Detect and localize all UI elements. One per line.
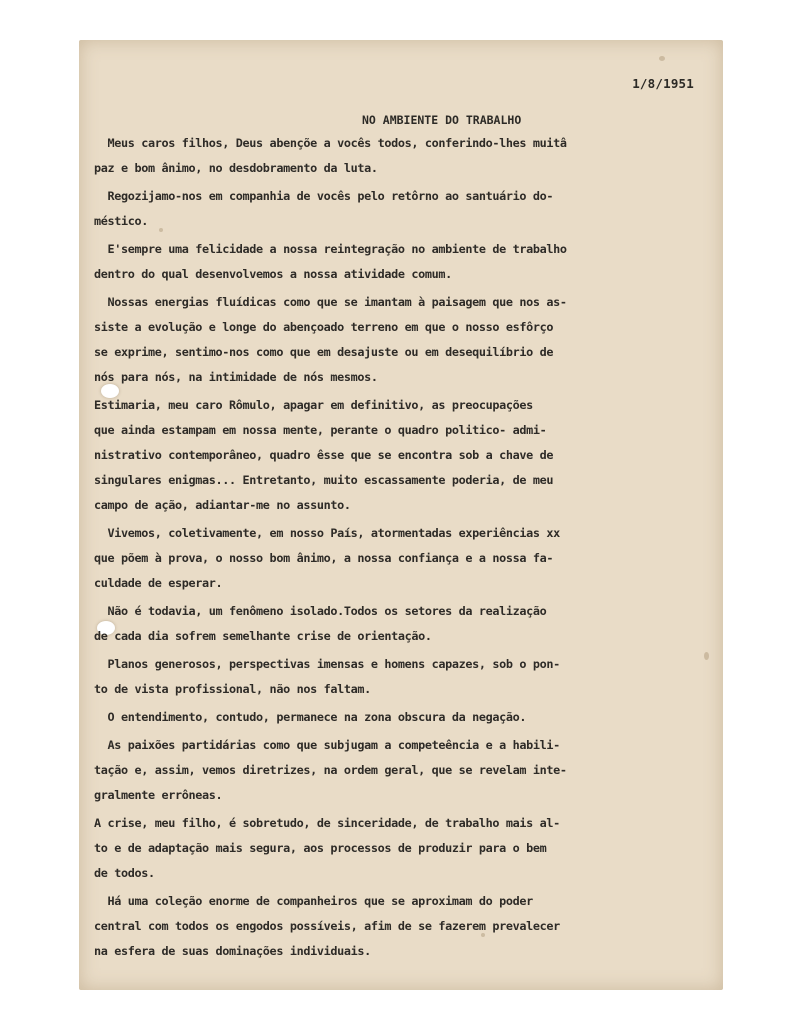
text-line: nós para nós, na intimidade de nós mesmos.: [94, 370, 378, 384]
paragraph: [94, 393, 714, 518]
text-line: de cada dia sofrem semelhante crise de orientação.: [94, 629, 432, 643]
text-line: de todos.: [94, 866, 155, 880]
paragraph: [94, 599, 714, 649]
text-line: Regozijamo-nos em companhia de vocês pelo retôrno ao santuário do-: [94, 189, 554, 203]
text-line: siste a evolução e longe do abençoado terreno em que o nosso esfôrço: [94, 320, 554, 334]
paragraph: [94, 184, 714, 234]
text-line: campo de ação, adiantar-me no assunto.: [94, 498, 351, 512]
text-line: méstico.: [94, 214, 149, 228]
text-line: to e de adaptação mais segura, aos processos de produzir para o bem: [94, 841, 547, 855]
document-body: [94, 131, 714, 964]
text-line: que ainda estampam em nossa mente, perante o quadro politico- admi-: [94, 423, 547, 437]
text-line: Planos generosos, perspectivas imensas e homens capazes, sob o pon-: [94, 657, 560, 671]
text-line: to de vista profissional, não nos faltam.: [94, 682, 371, 696]
paragraph: [94, 811, 714, 886]
paragraph: [94, 237, 714, 287]
text-line: Estimaria, meu caro Rômulo, apagar em definitivo, as preocupações: [94, 398, 533, 412]
paragraph: [94, 290, 714, 390]
text-line: As paixões partidárias como que subjugam a competeência e a habili-: [94, 738, 560, 752]
text-line: E'sempre uma felicidade a nossa reintegração no ambiente de trabalho: [94, 242, 567, 256]
text-line: que põem à prova, o nosso bom ânimo, a nossa confiança e a nossa fa-: [94, 551, 554, 565]
text-line: se exprime, sentimo-nos como que em desajuste ou em desequilíbrio de: [94, 345, 554, 359]
document-title: NO AMBIENTE DO TRABALHO: [362, 113, 522, 127]
text-line: singulares enigmas... Entretanto, muito escassamente poderia, de meu: [94, 473, 554, 487]
text-line: nistrativo contemporâneo, quadro êsse que se encontra sob a chave de: [94, 448, 554, 462]
paragraph: [94, 521, 714, 596]
paragraph: [94, 705, 714, 730]
text-line: tação e, assim, vemos diretrizes, na ordem geral, que se revelam inte-: [94, 763, 567, 777]
document-date: 1/8/1951: [632, 76, 694, 91]
paragraph: [94, 889, 714, 964]
text-line: O entendimento, contudo, permanece na zona obscura da negação.: [94, 710, 527, 724]
text-line: Nossas energias fluídicas como que se imantam à paisagem que nos as-: [94, 295, 567, 309]
text-line: Não é todavia, um fenômeno isolado.Todos os setores da realização: [94, 604, 547, 618]
paragraph: [94, 652, 714, 702]
text-line: Vivemos, coletivamente, em nosso País, atormentadas experiências xx: [94, 526, 560, 540]
text-line: culdade de esperar.: [94, 576, 223, 590]
text-line: dentro do qual desenvolvemos a nossa atividade comum.: [94, 267, 452, 281]
text-line: na esfera de suas dominações individuais.: [94, 944, 371, 958]
text-line: A crise, meu filho, é sobretudo, de sinceridade, de trabalho mais al-: [94, 816, 560, 830]
text-line: paz e bom ânimo, no desdobramento da luta.: [94, 161, 378, 175]
paragraph: [94, 733, 714, 808]
text-line: Há uma coleção enorme de companheiros que se aproximam do poder: [94, 894, 533, 908]
paragraph: [94, 131, 714, 181]
text-line: Meus caros filhos, Deus abençõe a vocês todos, conferindo-lhes muitâ: [94, 136, 567, 150]
paper-stain: [659, 56, 665, 61]
text-line: central com todos os engodos possíveis, afim de se fazerem prevalecer: [94, 919, 560, 933]
text-line: gralmente errôneas.: [94, 788, 223, 802]
